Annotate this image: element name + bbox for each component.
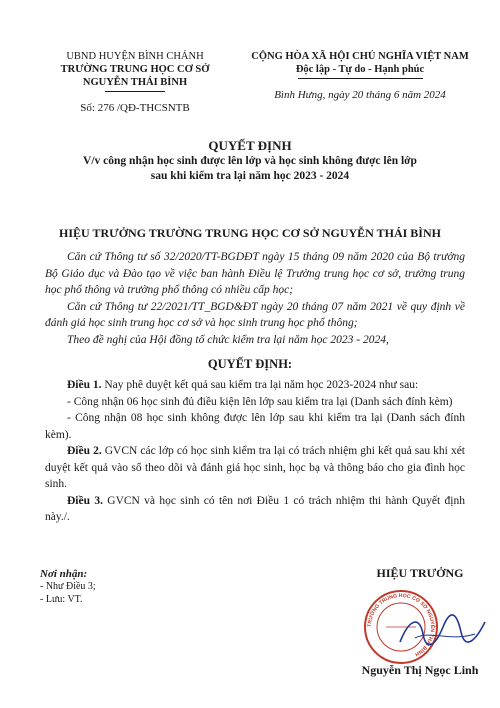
decision-subject-line-1: V/v công nhận học sinh được lên lớp và học sinh không được lên lớp (83, 155, 417, 167)
article-1-item: - Công nhận 06 học sinh đủ điều kiện lên lớp sau kiểm tra lại (Danh sách đính kèm) (67, 395, 453, 408)
nation-line-1: CỘNG HÒA XÃ HỘI CHỦ NGHĨA VIỆT NAM (251, 51, 469, 62)
article-3-text: GVCN và học sinh có tên nơi Điều 1 có trách nhiệm thi hành Quyết định này./. (45, 494, 466, 523)
organization-header (40, 50, 230, 115)
basis-item: Theo đề nghị của Hội đồng tổ chức kiểm tra lại năm học 2023 - 2024, (67, 333, 389, 346)
signature-icon (395, 612, 490, 652)
article-1 (45, 377, 465, 394)
org-line-1: UBND HUYỆN BÌNH CHÁNH (66, 51, 204, 62)
recipient-item: - Như Điều 3; (40, 581, 96, 592)
article-1-text: Nay phê duyệt kết quả sau kiểm tra lại năm học 2023-2024 như sau: (101, 379, 419, 391)
decision-subject-line-2: sau khi kiểm tra lại năm học 2023 - 2024 (150, 170, 350, 182)
basis-item: Căn cứ Thông tư số 32/2020/TT-BGDĐT ngày 15 tháng 09 năm 2020 của Bộ trưởng Bộ Giáo dục và Đào tạo về việc ban hành Điều lệ Trường trung học cơ sở, trường trung học phổ thông và trường phổ thông có nhiều cấp học; (45, 251, 465, 296)
signer-title: HIỆU TRƯỞNG (376, 566, 464, 580)
article-2-text: GVCN các lớp có học sinh kiểm tra lại có trách nhiệm ghi kết quả sau khi xét duyệt kết quả vào sổ theo dõi và đánh giá học sinh, học bạ và thông báo cho gia đình học sinh. (45, 445, 465, 490)
document-number: Số: 276 /QĐ-THCSNTB (80, 102, 190, 114)
place-date: Bình Hưng, ngày 20 tháng 6 năm 2024 (274, 89, 446, 101)
recipients (40, 568, 200, 606)
article-3 (45, 493, 465, 526)
basis-item: Căn cứ Thông tư 22/2021/TT_BGD&ĐT ngày 20 tháng 07 năm 2021 về quy định về đánh giá học sinh trung học cơ sở và học sinh trung học phổ thông; (45, 300, 465, 329)
article-2 (45, 443, 465, 493)
org-line-2: TRƯỜNG TRUNG HỌC CƠ SỞ (60, 64, 210, 75)
article-2-label: Điều 2. (67, 445, 102, 457)
article-3-label: Điều 3. (67, 494, 103, 507)
signer-name: Nguyễn Thị Ngọc Linh (361, 663, 479, 677)
article-1-label: Điều 1. (67, 379, 102, 391)
svg-text:TRƯỜNG TRUNG HỌC CƠ SỞ NGUYỄN: TRƯỜNG TRUNG HỌC CƠ SỞ NGUYỄN THÁI BÌNH (366, 592, 436, 658)
legal-basis (45, 249, 465, 348)
decision-title: QUYẾT ĐỊNH (208, 138, 292, 153)
articles (45, 377, 465, 526)
national-header (240, 50, 480, 102)
recipient-item: - Lưu: VT. (40, 594, 83, 605)
authority-line: HIỆU TRƯỞNG TRƯỜNG TRUNG HỌC CƠ SỞ NGUYỄN THÁI BÌNH (59, 226, 441, 240)
nation-line-2: Độc lập - Tự do - Hạnh phúc (295, 64, 425, 75)
article-1-item: - Công nhận 08 học sinh không được lên lớp sau khi kiểm tra lại (Danh sách đính kèm). (45, 412, 465, 441)
nation-underline (298, 78, 423, 79)
org-line-3: NGUYỄN THÁI BÌNH (82, 77, 188, 88)
decision-heading: QUYẾT ĐỊNH: (207, 357, 293, 371)
decision-title-block (30, 138, 470, 184)
recipients-heading: Nơi nhận: (40, 568, 88, 580)
org-underline (105, 91, 165, 92)
